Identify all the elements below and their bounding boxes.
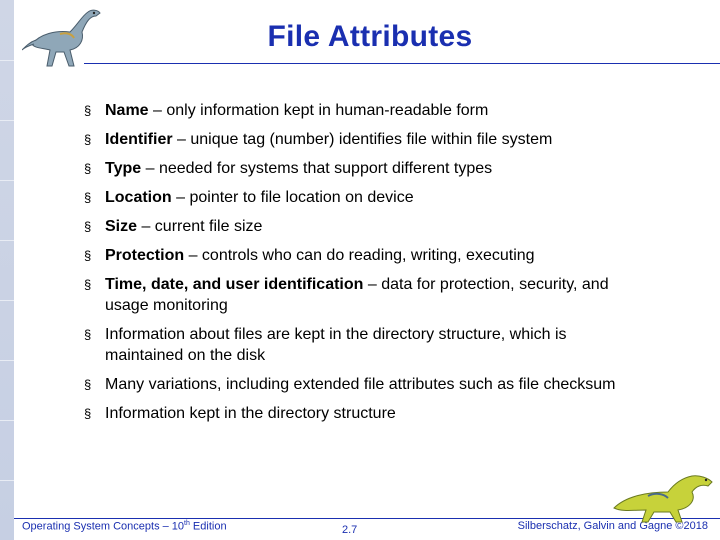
footer-page-number: 2.7 <box>342 524 358 536</box>
bullet-text: – data for protection, security, and usage monitoring <box>105 276 609 314</box>
bullet-marker: § <box>84 161 92 176</box>
bullet-marker: § <box>84 377 92 392</box>
bullet-term: Type <box>105 160 142 177</box>
bullet-item <box>84 374 644 395</box>
bullet-item <box>84 274 644 316</box>
bullet-item <box>84 129 644 150</box>
bullet-list <box>84 100 644 432</box>
bullet-marker: § <box>84 103 92 118</box>
bullet-item <box>84 158 644 179</box>
bullet-term: Location <box>105 189 172 206</box>
bullet-text: – unique tag (number) identifies file within file system <box>172 131 553 148</box>
bullet-text: Information kept in the directory structure <box>105 405 396 422</box>
bullet-marker: § <box>84 190 92 205</box>
bullet-marker: § <box>84 406 92 421</box>
bullet-item <box>84 216 644 237</box>
title-underline <box>84 63 720 64</box>
bullet-item <box>84 403 644 424</box>
bullet-term: Protection <box>105 247 185 264</box>
bullet-text: – only information kept in human-readable form <box>148 102 489 119</box>
left-sidebar-bar <box>0 0 14 540</box>
bullet-item <box>84 100 644 121</box>
bullet-text: – needed for systems that support different types <box>141 160 493 177</box>
bullet-term: Name <box>105 102 149 119</box>
dinosaur-icon <box>22 4 114 72</box>
bullet-text: – pointer to file location on device <box>171 189 414 206</box>
bullet-text: – controls who can do reading, writing, executing <box>184 247 535 264</box>
bullet-item <box>84 245 644 266</box>
bullet-text: – current file size <box>137 218 263 235</box>
bullet-term: Size <box>105 218 138 235</box>
bullet-marker: § <box>84 327 92 342</box>
bullet-marker: § <box>84 219 92 234</box>
bullet-text: Many variations, including extended file attributes such as file checksum <box>105 376 616 393</box>
footer-course-title: Operating System Concepts – 10th Edition <box>22 520 227 533</box>
footer-authors: Silberschatz, Galvin and Gagne ©2018 <box>517 520 708 532</box>
bullet-item <box>84 187 644 208</box>
slide-title: File Attributes <box>267 20 473 53</box>
bullet-marker: § <box>84 248 92 263</box>
bullet-term: Identifier <box>105 131 173 148</box>
bullet-text: Information about files are kept in the directory structure, which is maintained on the disk <box>105 326 567 364</box>
bullet-term: Time, date, and user identification <box>105 276 364 293</box>
bullet-marker: § <box>84 132 92 147</box>
dinosaur-icon <box>608 462 716 524</box>
bullet-item <box>84 324 644 366</box>
bullet-marker: § <box>84 277 92 292</box>
